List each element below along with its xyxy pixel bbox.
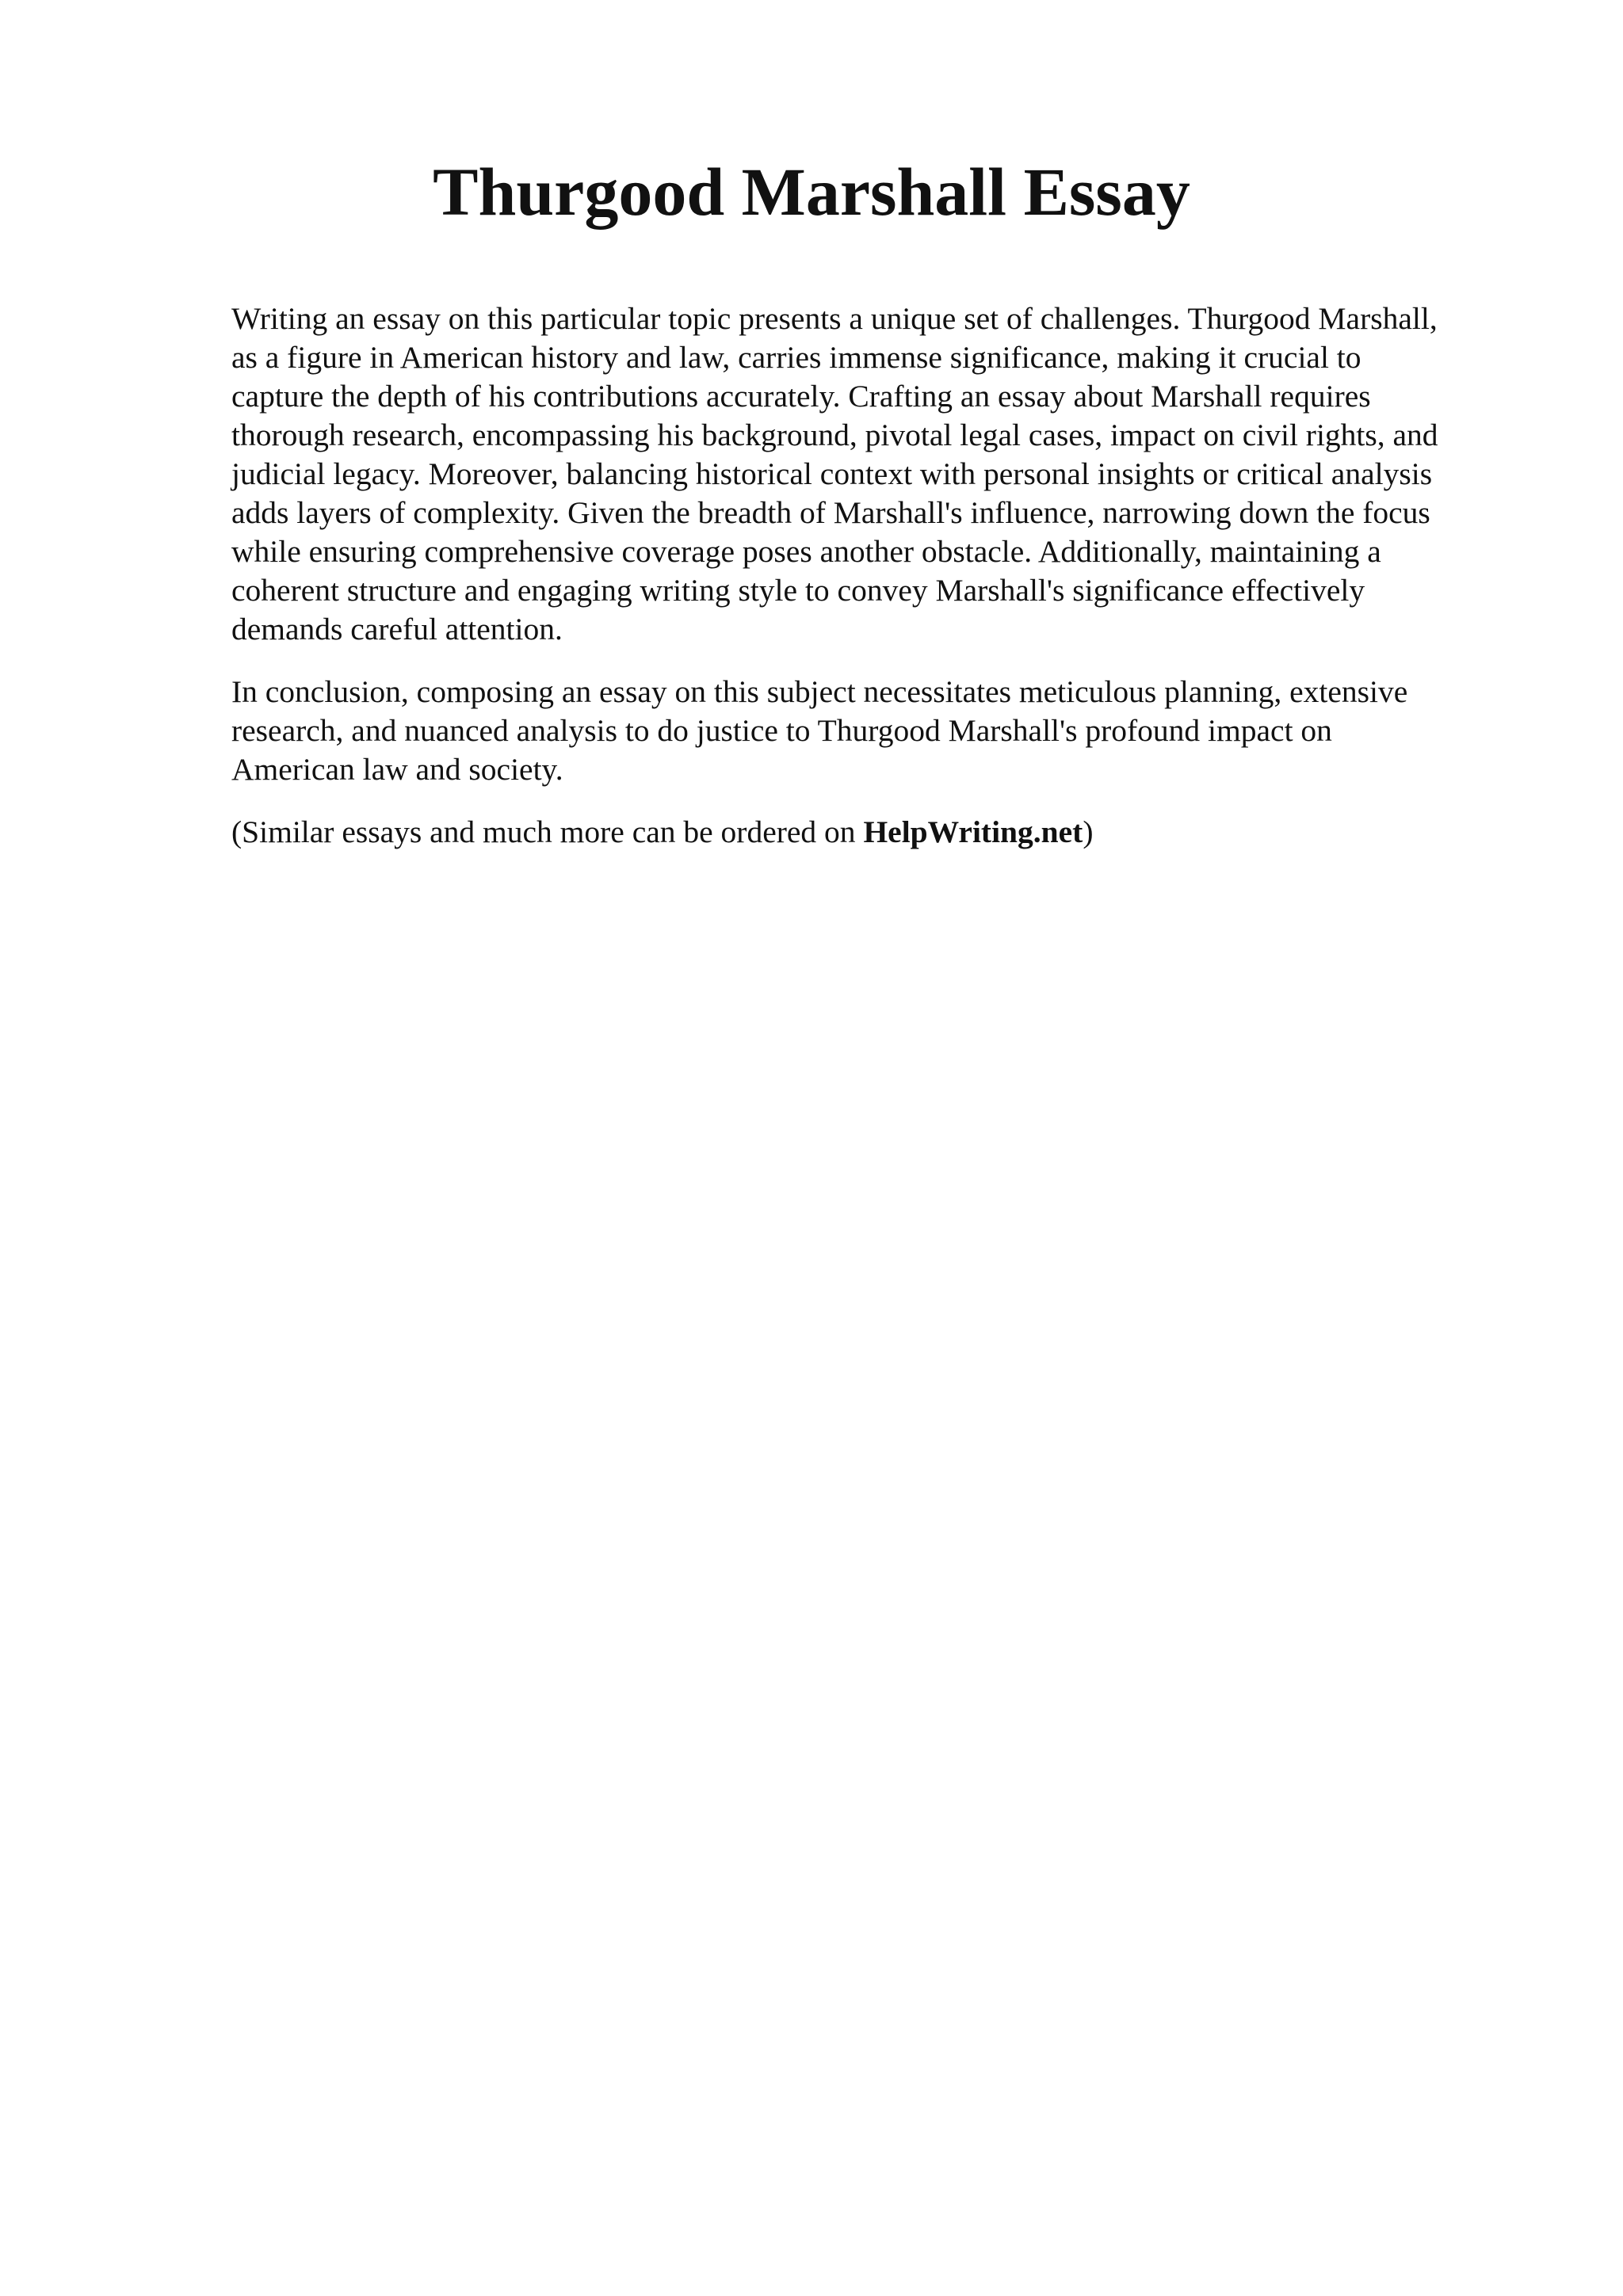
promo-note-prefix: (Similar essays and much more can be ordered on: [231, 814, 864, 849]
paragraph-line: Writing an essay on this particular topic presents a unique set of challenges. Thurgood Marshall,: [231, 301, 1438, 336]
promo-brand-link[interactable]: HelpWriting.net: [863, 814, 1083, 849]
promo-note-suffix: ): [1083, 814, 1094, 849]
document-title: Thurgood Marshall Essay: [433, 154, 1190, 230]
paragraph-line: judicial legacy. Moreover, balancing historical context with personal insights or critical analysis: [231, 456, 1433, 491]
promo-note: [231, 813, 1515, 852]
document-body: [231, 299, 1515, 875]
paragraph-line: thorough research, encompassing his background, pivotal legal cases, impact on civil rights, and: [231, 418, 1438, 452]
paragraph-line: American law and society.: [231, 752, 563, 787]
paragraph-intro: [231, 299, 1515, 649]
paragraph-line: In conclusion, composing an essay on this subject necessitates meticulous planning, extensive: [231, 674, 1408, 709]
paragraph-line: adds layers of complexity. Given the breadth of Marshall's influence, narrowing down the focus: [231, 495, 1430, 530]
paragraph-line: research, and nuanced analysis to do justice to Thurgood Marshall's profound impact on: [231, 713, 1332, 748]
paragraph-line: as a figure in American history and law, carries immense significance, making it crucial to: [231, 340, 1361, 375]
paragraph-line: capture the depth of his contributions accurately. Crafting an essay about Marshall requires: [231, 379, 1371, 414]
paragraph-conclusion: [231, 673, 1515, 789]
paragraph-line: while ensuring comprehensive coverage poses another obstacle. Additionally, maintaining a: [231, 534, 1381, 569]
paragraph-line: coherent structure and engaging writing style to convey Marshall's significance effectively: [231, 573, 1365, 608]
paragraph-line: demands careful attention.: [231, 612, 563, 646]
